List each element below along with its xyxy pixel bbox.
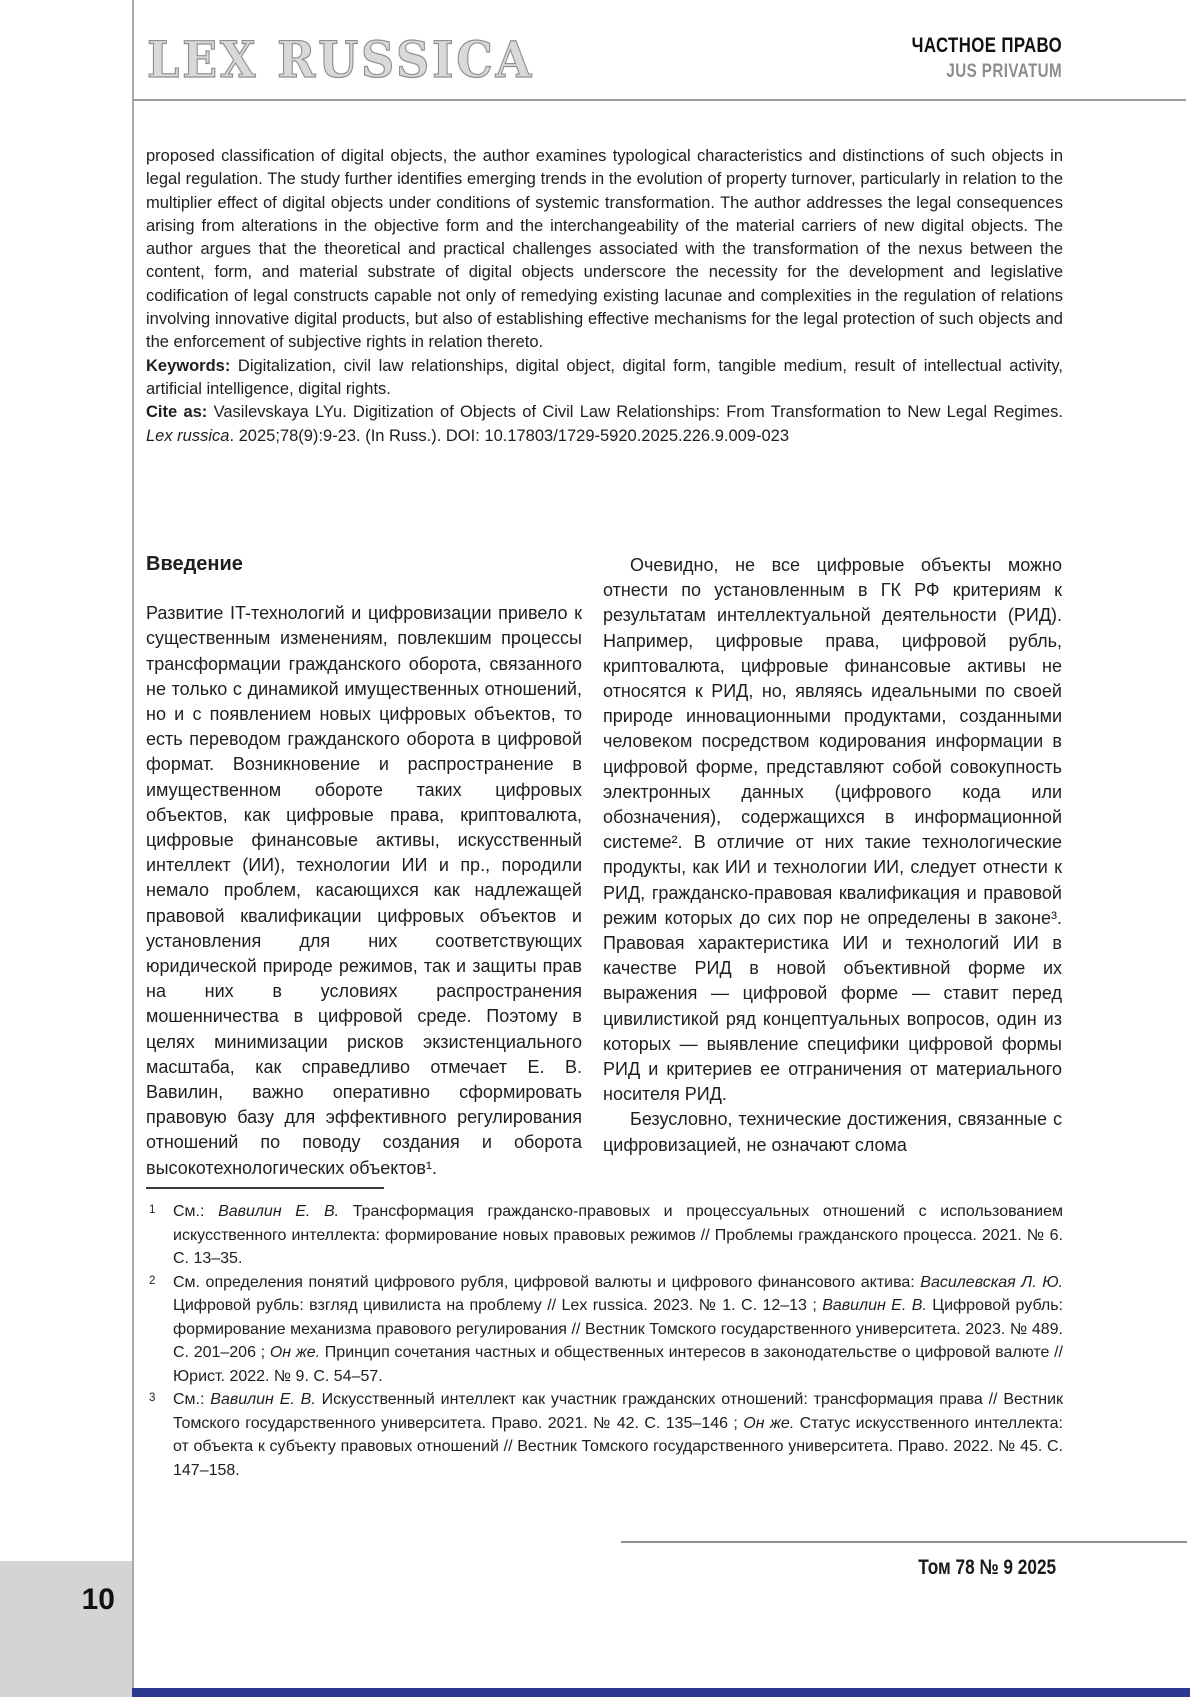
- citation-line: [146, 401, 1063, 448]
- left-column: [146, 552, 582, 1181]
- cite-as-label: Cite as:: [146, 403, 214, 422]
- abstract-text: proposed classification of digital objects, the author examines typological characteristics and distinctions of such objects in legal regulation. The study further identifies emerging trends in the evolution of property turnover, particularly in relation to the multiplier effect of digital objects under conditions of systemic transformation. The author addresses the legal consequences arising from alterations in the objective form and the interchangeability of the material carriers of new digital objects. The author argues that the theoretical and practical challenges associated with the transformation of the nexus between the content, form, and material substrate of digital objects underscore the necessity for the development and legislative codification of legal constructs capable not only of remedying existing lacunae and complexities in the regulation of relations involving innovative digital products, but also of establishing effective mechanisms for the legal protection of such objects and the enforcement of subjective rights in relation thereto.: [146, 147, 1063, 352]
- left-column-paragraph: Развитие IT-технологий и цифровизации привело к существенным изменениям, повлекшим процессы трансформации гражданского оборота, связанного не только с динамикой имущественных отношений, но и с появлением новых цифровых объектов, то есть переводом гражданского оборота в цифровой формат. Возникновение и распространение в имущественном обороте таких цифровых объектов, как цифровые права, криптовалюта, цифровые финансовые активы, искусственный интеллект (ИИ), технологии ИИ и пр., породили немало проблем, касающихся как надлежащей правовой квалификации цифровых объектов и установления для них соответствующих юридической природе режимов, так и защиты прав на них в условиях распространения мошенничества в цифровой среде. Поэтому в целях минимизации рисков экзистенциального масштаба, как справедливо отмечает Е. В. Вавилин, важно оперативно сформировать правовую базу для эффективного регулирования отношений по поводу создания и оборота высокотехнологических объектов¹.: [146, 603, 582, 1178]
- left-vertical-rule: [132, 0, 134, 1697]
- journal-logo: LEX RUSSICA: [147, 30, 535, 89]
- abstract-section: [146, 145, 1063, 448]
- footnote-1-number: 1: [149, 1204, 156, 1216]
- keywords-text: Digitalization, civil law relationships, digital object, digital form, tangible medium, result of intellectual activity, artificial intelligence, digital rights.: [146, 356, 1064, 398]
- footnote-1-text: См.: Вавилин Е. В. Трансформация гражданско-правовых и процессуальных отношений с использованием искусственного интеллекта: формирование новых правовых режимов // Проблемы гражданского процесса. 2021. № 6. С. 13–35.: [173, 1203, 1063, 1267]
- volume-issue-info: Том 78 № 9 2025: [918, 1556, 1056, 1579]
- footer-divider-line: [621, 1541, 1187, 1543]
- footnote-3-text: См.: Вавилин Е. В. Искусственный интеллект как участник гражданских отношений: трансформация права // Вестник Томского государственного университета. Право. 2021. № 42. С. 135–146 ; Он же. Статус искусственного интеллекта: от объекта к субъекту правовых отношений // Вестник Томского государственного университета. Право. 2022. № 45. С. 147–158.: [173, 1391, 1064, 1479]
- section-rubric: [874, 34, 1062, 83]
- footnote-separator-line: [146, 1187, 384, 1189]
- footnote-2: [146, 1271, 1063, 1389]
- footnote-2-number: 2: [149, 1274, 156, 1287]
- bottom-accent-bar: [132, 1688, 1190, 1697]
- keywords-label: Keywords:: [146, 356, 238, 375]
- footnote-1: [146, 1200, 1063, 1271]
- right-column: [603, 553, 1062, 1158]
- footnotes-section: [146, 1200, 1063, 1482]
- footnote-3: [146, 1388, 1063, 1482]
- page-number-block: [0, 1561, 132, 1697]
- right-column-paragraph-2: Безусловно, технические достижения, связанные с цифровизацией, не означают слома: [603, 1109, 1062, 1155]
- citation-text: Vasilevskaya LYu. Digitization of Objects of Civil Law Relationships: From Transformation to New Legal Regimes. Lex russica. 2025;78(9):9-23. (In Russ.). DOI: 10.17803/1729-5920.2025.226.9.009-023: [146, 403, 1064, 445]
- page-number: 10: [81, 1583, 115, 1616]
- header-divider-line: [132, 99, 1186, 101]
- footnote-2-text: См. определения понятий цифрового рубля, цифровой валюты и цифрового финансового актива: Василевская Л. Ю. Цифровой рубль: взгляд цивилиста на проблему // Lex russica. 2023. № 1. С. 12–13 ; Вавилин Е. В. Цифровой рубль: формирование механизма правового регулирования // Вестник Томского государственного университета. 2023. № 489. С. 201–206 ; Он же. Принцип сочетания частных и общественных интересов в законодательстве о цифровой валюте // Юрист. 2022. № 9. С. 54–57.: [173, 1273, 1064, 1385]
- keywords-line: [146, 355, 1063, 402]
- section-title-latin: JUS PRIVATUM: [946, 61, 1062, 82]
- right-column-paragraph-1: Очевидно, не все цифровые объекты можно отнести по установленным в ГК РФ критериям к результатам интеллектуальной деятельности (РИД). Например, цифровые права, цифровой рубль, криптовалюта, цифровые финансовые активы не относятся к РИД, но, являясь идеальными по своей природе инновационными продуктами, созданными человеком посредством кодирования информации в цифровой форме, представляют собой совокупность электронных данных (цифрового кода или обозначения), содержащихся в информационной системе². В отличие от них такие технологические продукты, как ИИ и технологии ИИ, следует отнести к РИД, гражданско-правовая квалификация и правовой режим которых до сих пор не определены в законе³. Правовая характеристика ИИ и технологий ИИ в качестве РИД в новой объективной форме их выражения — цифровой форме — ставит перед цивилистикой ряд концептуальных вопросов, один из которых — выявление специфики цифровой формы РИД и критериев ее отграничения от материального носителя РИД.: [603, 555, 1062, 1105]
- footnote-3-number: 3: [149, 1392, 156, 1404]
- section-title-russian: ЧАСТНОЕ ПРАВО: [911, 34, 1062, 57]
- introduction-heading: Введение: [146, 553, 243, 575]
